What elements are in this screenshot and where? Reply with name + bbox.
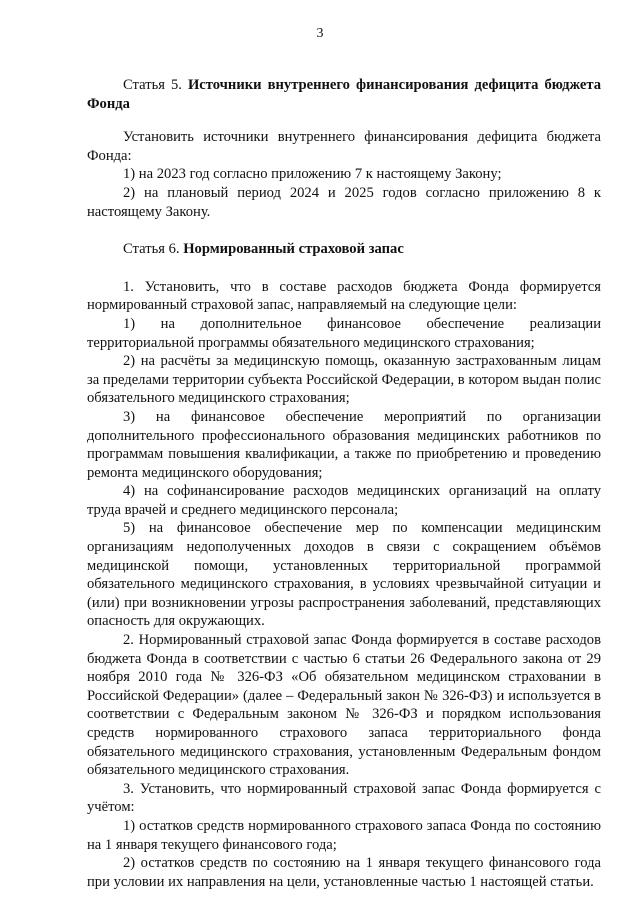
article-6-part-3: 3. Установить, что нормированный страховой запас Фонда формируется с учётом:: [87, 780, 601, 816]
article-5-item-2: 2) на плановый период 2024 и 2025 годов согласно приложению 8 к настоящему Закону.: [87, 184, 601, 220]
document-body: [87, 76, 601, 891]
article-6-part-1: 1. Установить, что в составе расходов бюджета Фонда формируется нормированный страховой запас, направляемый на следующие цели:: [87, 278, 601, 314]
article-6-part-3-item-2: 2) остатков средств по состоянию на 1 января текущего финансового года при условии их направления на цели, установленные частью 1 настоящей статьи.: [87, 855, 601, 890]
article-6-part-1-item-4: 4) на софинансирование расходов медицинских организаций на оплату труда врачей и среднего медицинского персонала;: [87, 483, 601, 518]
page-number: 3: [316, 26, 324, 41]
article-6-prefix: Статья 6.: [123, 241, 180, 258]
article-5-heading: [87, 76, 601, 113]
article-5-prefix: Статья 5.: [123, 77, 182, 93]
article-5-title: Источники внутреннего финансирования дефицита бюджета Фонда: [87, 77, 601, 112]
article-6-part-1-item-3: 3) на финансовое обеспечение мероприятий по организации дополнительного профессионального образования медицинских работников по программам повышения квалификации, а также по приобретению и проведению ремонта медицинского оборудования;: [87, 408, 601, 481]
article-6-part-3-item-1: 1) остатков средств нормированного страхового запаса Фонда по состоянию на 1 января текущего финансового года;: [87, 817, 601, 853]
article-6-part-1-item-1: 1) на дополнительное финансовое обеспечение реализации территориальной программы обязательного медицинского страхования;: [87, 315, 601, 351]
article-6-part-1-item-5: 5) на финансовое обеспечение мер по компенсации медицинским организациям недополученных доходов в связи с сокращением объёмов медицинской помощи, установленных территориальной программой обязательного медицинского страхования, в условиях чрезвычайной ситуации и (или) при возникновении угрозы распространения заболеваний, представляющих опасность для окружающих.: [87, 520, 601, 630]
article-5-intro: Установить источники внутреннего финансирования дефицита бюджета Фонда:: [87, 129, 601, 164]
article-5-item-1: 1) на 2023 год согласно приложению 7 к настоящему Закону;: [123, 166, 502, 183]
article-6-part-2: 2. Нормированный страховой запас Фонда формируется в составе расходов бюджета Фонда в соответствии с частью 6 статьи 26 Федерального закона от 29 ноября 2010 года № 326-ФЗ «Об обязательном медицинском страховании в Российской Федерации» (далее – Федеральный закон № 326-ФЗ) и используется в соответствии с Федеральным законом № 326-ФЗ и порядком использования средств нормированного страхового запаса территориального фонда обязательного медицинского страхования, установленным Федеральным фондом обязательного медицинского страхования.: [87, 632, 601, 779]
article-6-heading: [87, 240, 601, 259]
article-6-title: Нормированный страховой запас: [183, 241, 404, 258]
article-6-part-1-item-2: 2) на расчёты за медицинскую помощь, оказанную застрахованным лицам за пределами территории субъекта Российской Федерации, в котором выдан полис обязательного медицинского страхования;: [87, 353, 602, 407]
